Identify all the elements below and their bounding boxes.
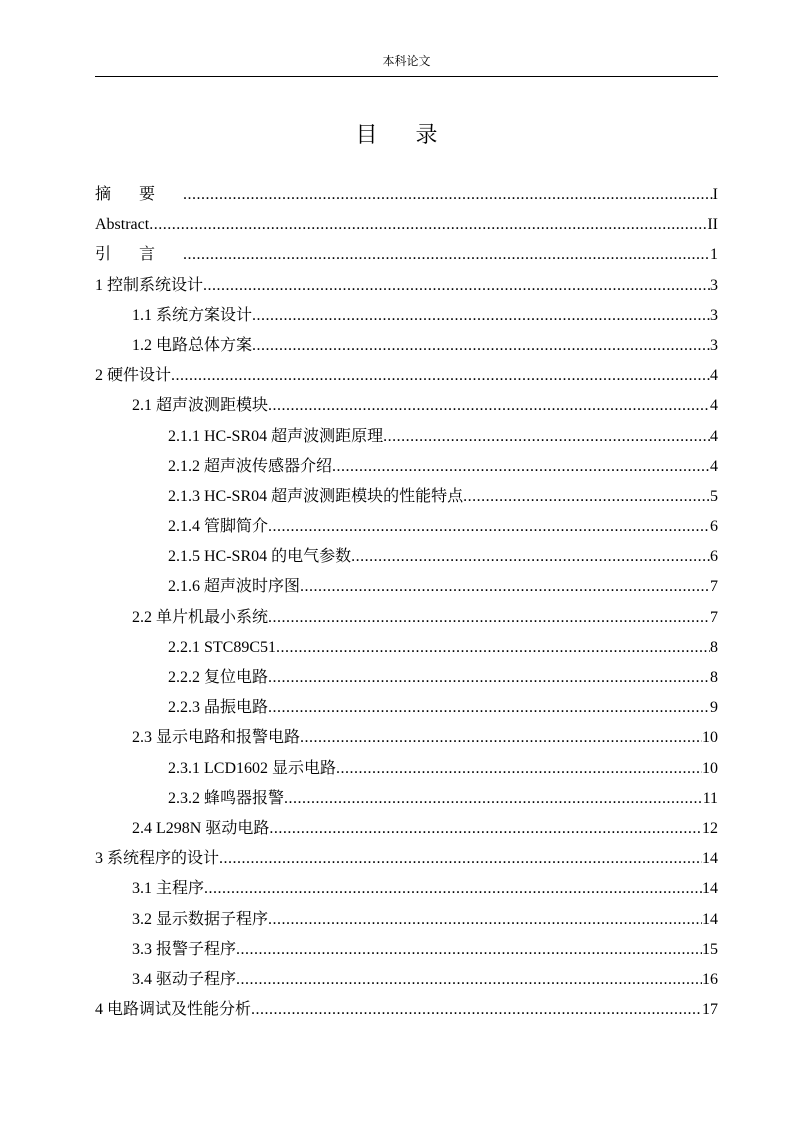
toc-leader-dots xyxy=(336,754,702,784)
toc-entry-page: II xyxy=(707,216,718,234)
toc-entry[interactable] xyxy=(95,361,718,391)
toc-entry-page: 16 xyxy=(702,970,718,988)
toc-entry[interactable] xyxy=(95,271,718,301)
toc-entry-page: 4 xyxy=(710,367,718,385)
toc-entry-page: 3 xyxy=(710,276,718,294)
toc-entry-label: 4 电路调试及性能分析 xyxy=(95,1001,252,1019)
toc-leader-dots xyxy=(252,331,710,361)
toc-entry-label: 1.1 系统方案设计 xyxy=(132,306,253,324)
toc-leader-dots xyxy=(268,663,710,693)
toc-entry[interactable] xyxy=(95,633,718,663)
toc-entry-label: 2.2 单片机最小系统 xyxy=(132,608,269,626)
toc-leader-dots xyxy=(276,633,710,663)
toc-entry[interactable] xyxy=(95,874,718,904)
toc-entry[interactable] xyxy=(95,965,718,995)
toc-entry-page: 7 xyxy=(710,608,718,626)
toc-entry-page: 5 xyxy=(710,487,718,505)
table-of-contents xyxy=(95,180,718,1025)
toc-entry-label: 2.2.3 晶振电路 xyxy=(168,699,269,717)
toc-entry-page: 14 xyxy=(702,880,718,898)
toc-entry[interactable] xyxy=(95,935,718,965)
toc-entry-label: 2.2.2 复位电路 xyxy=(168,669,269,686)
toc-entry-label: 2.3.1 LCD1602 显示电路 xyxy=(168,759,337,777)
header-text: 本科论文 xyxy=(382,54,431,68)
toc-leader-dots xyxy=(203,271,710,301)
toc-entry-page: 11 xyxy=(702,789,718,807)
toc-entry[interactable] xyxy=(95,180,718,210)
toc-leader-dots xyxy=(268,512,710,542)
toc-entry-page: I xyxy=(712,186,718,203)
toc-leader-dots xyxy=(236,965,702,995)
toc-entry-page: 6 xyxy=(710,548,718,566)
toc-entry-label: 3 系统程序的设计 xyxy=(95,850,220,868)
toc-entry-page: 7 xyxy=(710,578,718,596)
toc-entry[interactable] xyxy=(95,331,718,361)
toc-entry-page: 3 xyxy=(710,336,718,354)
toc-entry[interactable] xyxy=(95,754,718,784)
toc-leader-dots xyxy=(183,180,713,210)
toc-entry[interactable] xyxy=(95,391,718,421)
toc-leader-dots xyxy=(268,693,710,723)
toc-entry-page: 4 xyxy=(710,397,718,415)
toc-entry[interactable] xyxy=(95,844,718,874)
toc-entry-label: 2.1.2 超声波传感器介绍 xyxy=(168,457,333,475)
toc-entry-label: 2.1 超声波测距模块 xyxy=(132,397,269,415)
toc-entry[interactable] xyxy=(95,905,718,935)
toc-leader-dots xyxy=(252,301,710,331)
toc-leader-dots xyxy=(268,905,702,935)
toc-entry-page: 1 xyxy=(710,246,718,264)
page-title: 目录 xyxy=(355,122,476,147)
toc-leader-dots xyxy=(351,542,710,572)
toc-entry-label: Abstract xyxy=(95,216,150,234)
toc-entry[interactable] xyxy=(95,814,718,844)
toc-entry[interactable] xyxy=(95,603,718,633)
toc-entry-label: 1.2 电路总体方案 xyxy=(132,336,253,354)
toc-entry-label: 2.1.1 HC-SR04 超声波测距原理 xyxy=(168,427,384,445)
toc-leader-dots xyxy=(268,391,710,421)
toc-entry-page: 9 xyxy=(710,699,718,717)
toc-entry[interactable] xyxy=(95,452,718,482)
toc-entry-label: 2 硬件设计 xyxy=(95,367,172,385)
toc-entry-page: 10 xyxy=(702,759,718,777)
toc-entry-label: 2.1.3 HC-SR04 超声波测距模块的性能特点 xyxy=(168,487,464,505)
toc-leader-dots xyxy=(183,240,710,270)
toc-leader-dots xyxy=(171,361,710,391)
toc-leader-dots xyxy=(300,572,710,602)
toc-leader-dots xyxy=(284,784,703,814)
toc-entry-page: 10 xyxy=(702,729,718,747)
toc-entry-page: 4 xyxy=(710,457,718,475)
toc-leader-dots xyxy=(149,210,707,240)
toc-entry[interactable] xyxy=(95,693,718,723)
toc-entry-page: 6 xyxy=(710,518,718,536)
toc-entry[interactable] xyxy=(95,301,718,331)
toc-entry-page: 8 xyxy=(710,638,718,656)
page-header xyxy=(95,52,718,77)
toc-entry-label: 2.4 L298N 驱动电路 xyxy=(132,819,270,837)
toc-entry[interactable] xyxy=(95,723,718,753)
toc-leader-dots xyxy=(383,422,710,452)
toc-entry-page: 15 xyxy=(702,940,718,958)
toc-entry[interactable] xyxy=(95,512,718,542)
toc-entry-label: 2.1.4 管脚简介 xyxy=(168,518,269,536)
toc-entry-label: 3.1 主程序 xyxy=(132,880,205,898)
toc-leader-dots xyxy=(463,482,710,512)
toc-entry-page: 17 xyxy=(702,1001,718,1019)
toc-entry[interactable] xyxy=(95,995,718,1025)
toc-leader-dots xyxy=(219,844,702,874)
toc-entry-label: 2.2.1 STC89C51 xyxy=(168,638,277,656)
toc-entry[interactable] xyxy=(95,482,718,512)
toc-leader-dots xyxy=(236,935,702,965)
toc-leader-dots xyxy=(269,814,702,844)
toc-entry-label: 2.3 显示电路和报警电路 xyxy=(132,729,301,747)
toc-entry[interactable] xyxy=(95,784,718,814)
toc-entry-label: 2.1.6 超声波时序图 xyxy=(168,578,301,596)
toc-entry-page: 14 xyxy=(702,850,718,868)
toc-leader-dots xyxy=(251,995,702,1025)
toc-entry[interactable] xyxy=(95,240,718,270)
toc-entry-label: 2.3.2 蜂鸣器报警 xyxy=(168,789,285,807)
toc-leader-dots xyxy=(332,452,710,482)
toc-entry-label: 摘要 xyxy=(95,186,184,203)
toc-entry-label: 1 控制系统设计 xyxy=(95,276,204,294)
toc-entry[interactable] xyxy=(95,663,718,693)
toc-entry-page: 4 xyxy=(710,427,718,445)
toc-entry-label: 2.1.5 HC-SR04 的电气参数 xyxy=(168,548,352,566)
toc-entry[interactable] xyxy=(95,422,718,452)
toc-entry[interactable] xyxy=(95,572,718,602)
toc-leader-dots xyxy=(204,874,702,904)
toc-entry-page: 8 xyxy=(710,669,718,686)
toc-entry-label: 3.3 报警子程序 xyxy=(132,940,237,958)
toc-leader-dots xyxy=(300,723,702,753)
toc-entry-page: 14 xyxy=(702,910,718,928)
toc-entry-page: 3 xyxy=(710,306,718,324)
toc-leader-dots xyxy=(268,603,710,633)
toc-entry-label: 3.2 显示数据子程序 xyxy=(132,910,269,928)
toc-entry-page: 12 xyxy=(702,819,718,837)
toc-entry[interactable] xyxy=(95,542,718,572)
toc-entry-label: 引言 xyxy=(95,246,184,264)
toc-entry[interactable] xyxy=(95,210,718,240)
toc-entry-label: 3.4 驱动子程序 xyxy=(132,970,237,988)
